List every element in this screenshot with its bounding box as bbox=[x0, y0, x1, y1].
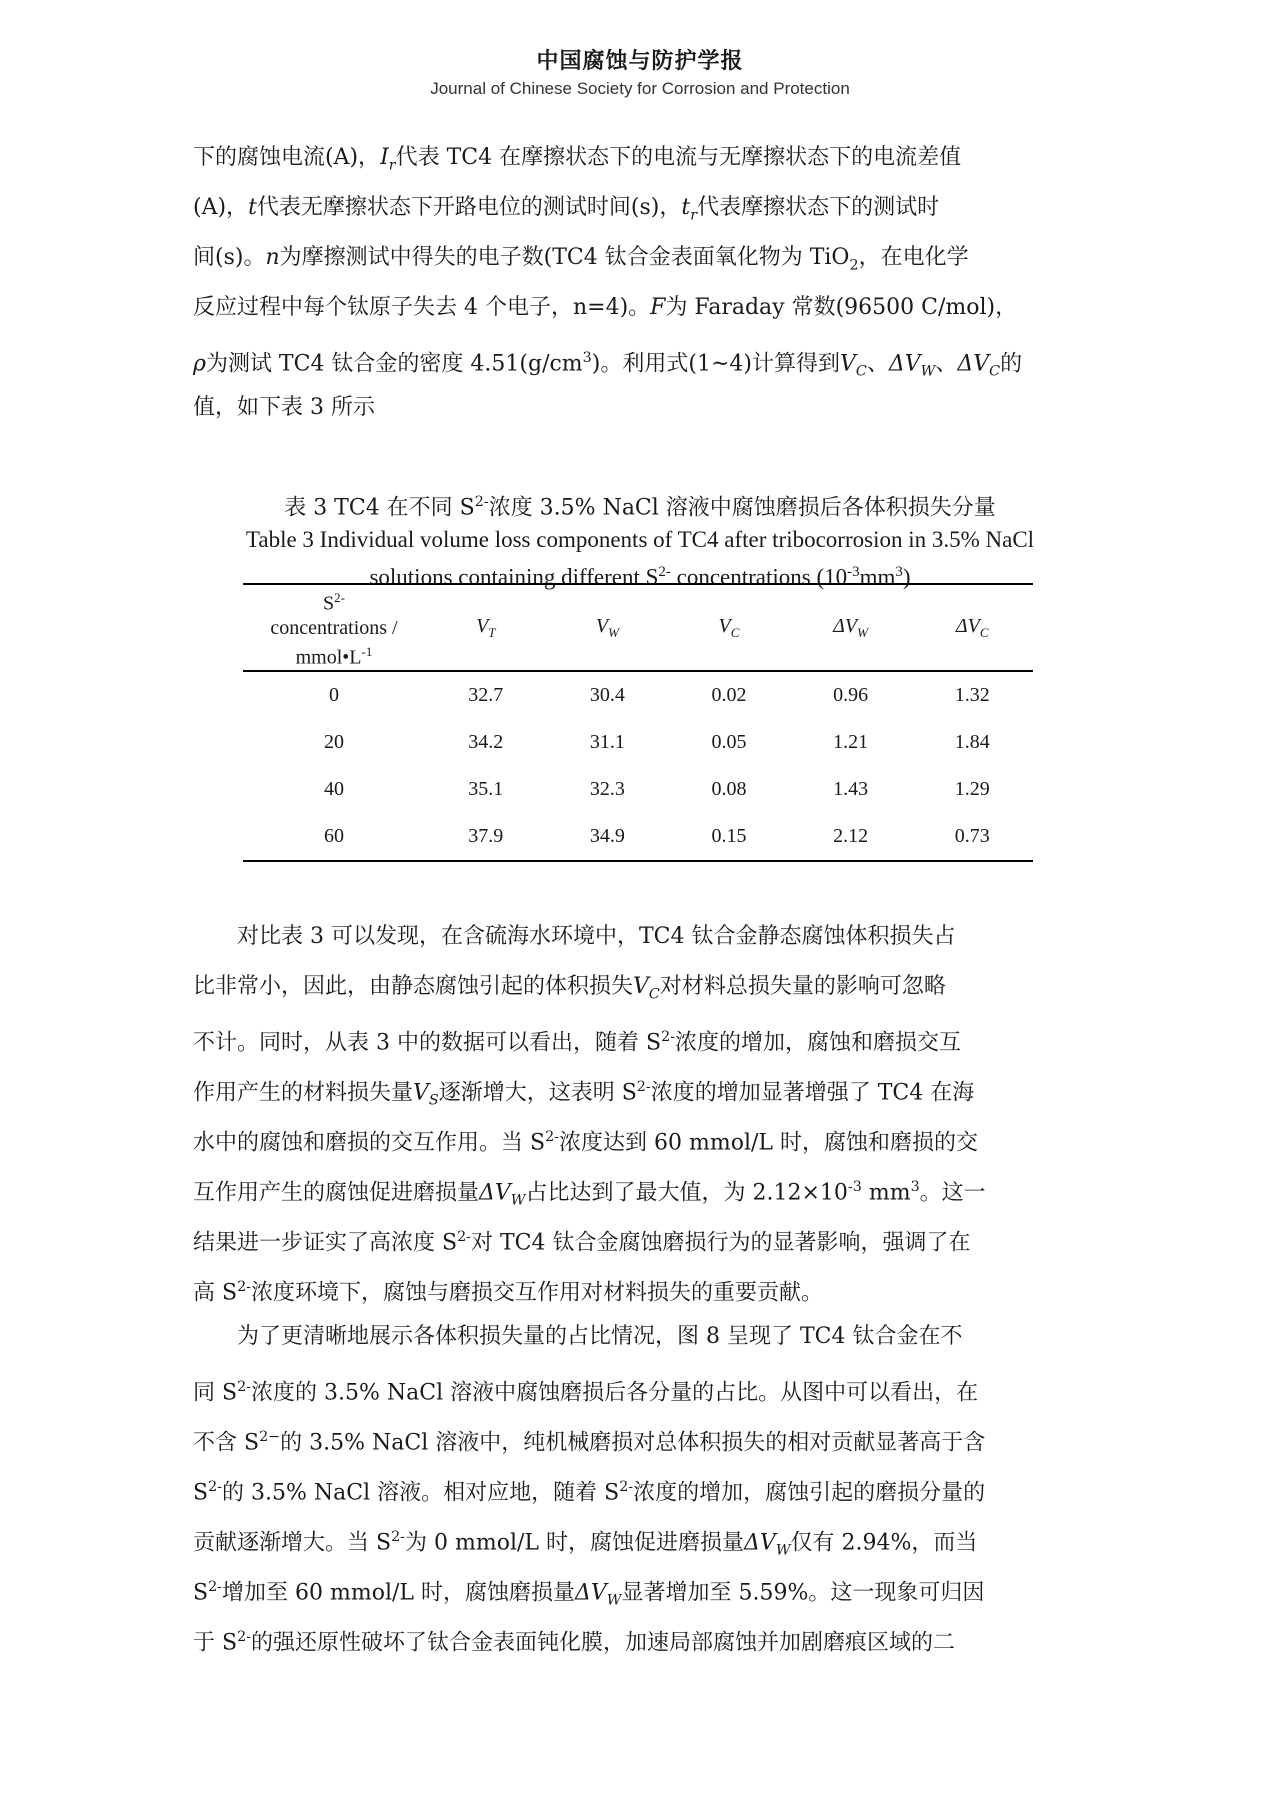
text-line: 不计。同时，从表 3 中的数据可以看出，随着 $S^{2-}$浓度的增加，腐蚀和磨损交互 bbox=[193, 1029, 962, 1056]
text-line: 互作用产生的腐蚀促进磨损量$\Delta V_W$占比达到了最大值，为 $2.12\times 10^{-3}$ $mm^3$。这一 bbox=[193, 1179, 986, 1209]
table-cell: 1.84 bbox=[954, 731, 990, 754]
text-line: 值，如下表 3 所示 bbox=[193, 395, 375, 420]
data-table bbox=[243, 583, 1033, 862]
table-row bbox=[243, 766, 1033, 813]
paragraph-3 bbox=[193, 1312, 1083, 1662]
table-cell: 31.1 bbox=[589, 731, 625, 754]
text-line: 下的腐蚀电流(A)，$I_r$代表 TC4 在摩擦状态下的电流与无摩擦状态下的电流差值 bbox=[193, 145, 962, 174]
text-line: 贡献逐渐增大。当 $S^{2-}$为 0 mmol/L 时，腐蚀促进磨损量$\Delta V_W$仅有 2.94%，而当 bbox=[193, 1529, 978, 1559]
table-cell: 0.05 bbox=[711, 731, 747, 754]
table-caption-en-2: solutions containing different $S^{2-}$ concentrations $(10^{-3}mm^3)$ bbox=[369, 564, 911, 590]
paragraph-2 bbox=[193, 912, 1083, 1312]
table-cell: 1.32 bbox=[954, 684, 990, 707]
text-line: 高 $S^{2-}$浓度环境下，腐蚀与磨损交互作用对材料损失的重要贡献。 bbox=[193, 1279, 824, 1306]
table-header-row bbox=[243, 584, 1033, 671]
table-cell: 34.2 bbox=[468, 731, 504, 754]
text-line: 同 $S^{2-}$浓度的 3.5% NaCl 溶液中腐蚀磨损后各分量的占比。从图中可以看出，在 bbox=[193, 1379, 979, 1406]
table-cell: 0.15 bbox=[668, 813, 790, 861]
table-caption-en-1: Table 3 Individual volume loss components of TC4 after tribocorrosion in 3.5% NaCl bbox=[245, 527, 1035, 553]
table-cell: 40 bbox=[324, 778, 344, 801]
text-line: 反应过程中每个钛原子失去 4 个电子，n=4)。F为 Faraday 常数(96500 C/mol)， bbox=[193, 295, 1018, 320]
table-row bbox=[243, 671, 1033, 719]
text-line: 水中的腐蚀和磨损的交互作用。当 $S^{2-}$浓度达到 60 mmol/L 时，腐蚀和磨损的交 bbox=[193, 1129, 979, 1156]
text-line: 比非常小，因此，由静态腐蚀引起的体积损失$V_C$对材料总损失量的影响可忽略 bbox=[193, 974, 946, 1003]
table-row bbox=[243, 719, 1033, 766]
table-cell: 1.21 bbox=[833, 731, 869, 754]
table-cell: 2.12 bbox=[790, 813, 912, 861]
table-cell: 20 bbox=[324, 731, 344, 754]
table-cell: 32.7 bbox=[468, 684, 504, 707]
text-line: $S^{2-}$增加至 60 mmol/L 时，腐蚀磨损量$\Delta V_W$显著增加至 5.59%。这一现象可归因 bbox=[193, 1579, 985, 1609]
table-cell: 0.96 bbox=[833, 684, 869, 707]
table-cell: 37.9 bbox=[425, 813, 547, 861]
text-line: 为了更清晰地展示各体积损失量的占比情况，图 8 呈现了 TC4 钛合金在不 bbox=[237, 1324, 963, 1349]
table-cell: 1.43 bbox=[833, 778, 869, 801]
table-cell: 1.29 bbox=[954, 778, 990, 801]
intro-paragraph bbox=[193, 133, 1083, 433]
table-header-vw: $V_W$ bbox=[547, 584, 669, 671]
table-cell: 0 bbox=[329, 684, 339, 707]
table-cell: 30.4 bbox=[589, 684, 625, 707]
table-row bbox=[243, 813, 1033, 861]
journal-title-en: Journal of Chinese Society for Corrosion and Protection bbox=[430, 79, 850, 98]
text-line: 对比表 3 可以发现，在含硫海水环境中，TC4 钛合金静态腐蚀体积损失占 bbox=[237, 924, 956, 949]
text-line: $S^{2-}$的 3.5% NaCl 溶液。相对应地，随着 $S^{2-}$浓度的增加，腐蚀引起的磨损分量的 bbox=[193, 1479, 986, 1506]
table-header-vc: $V_C$ bbox=[668, 584, 790, 671]
journal-header bbox=[0, 44, 1280, 99]
table-cell: 0.08 bbox=[711, 778, 747, 801]
table-header-dvw: $\Delta V_W$ bbox=[790, 584, 912, 671]
table-header-concentration: $S^{2-}$ concentrations / $mmol•L^{-1}$ bbox=[243, 584, 425, 671]
table-header-vt: $V_T$ bbox=[425, 584, 547, 671]
table-caption-cn: 表 3 TC4 在不同 $S^{2-}$浓度 3.5% NaCl 溶液中腐蚀磨损后各体积损失分量 bbox=[284, 494, 996, 521]
table-header-dvc: $\Delta V_C$ bbox=[911, 584, 1033, 671]
text-line: ρ为测试 TC4 钛合金的密度 $4.51(g/cm^3)$。利用式(1~4)计算得到$V_C$、$\Delta V_W$、$\Delta V_C$的 bbox=[193, 350, 1023, 380]
text-line: 间(s)。n为摩擦测试中得失的电子数(TC4 钛合金表面氧化物为 TiO$_2$，在电化学 bbox=[193, 245, 969, 274]
table-cell: 34.9 bbox=[547, 813, 669, 861]
table-cell: 0.73 bbox=[911, 813, 1033, 861]
table-caption bbox=[0, 486, 1280, 594]
text-line: 作用产生的材料损失量$V_S$逐渐增大，这表明 $S^{2-}$浓度的增加显著增强了 TC4 在海 bbox=[193, 1079, 975, 1109]
journal-title-cn: 中国腐蚀与防护学报 bbox=[536, 49, 744, 74]
text-line: (A)，t代表无摩擦状态下开路电位的测试时间(s)，$t_r$代表摩擦状态下的测试时 bbox=[193, 195, 940, 224]
table-cell: 60 bbox=[243, 813, 425, 861]
text-line: 不含 $S^{2-}$的 3.5% NaCl 溶液中，纯机械磨损对总体积损失的相对贡献显著高于含 bbox=[193, 1429, 986, 1456]
table-cell: 32.3 bbox=[589, 778, 625, 801]
text-line: 结果进一步证实了高浓度 $S^{2-}$对 TC4 钛合金腐蚀磨损行为的显著影响，强调了在 bbox=[193, 1229, 971, 1256]
table-cell: 0.02 bbox=[711, 684, 747, 707]
table-cell: 35.1 bbox=[468, 778, 504, 801]
text-line: 于 $S^{2-}$的强还原性破坏了钛合金表面钝化膜，加速局部腐蚀并加剧磨痕区域的二 bbox=[193, 1629, 956, 1656]
